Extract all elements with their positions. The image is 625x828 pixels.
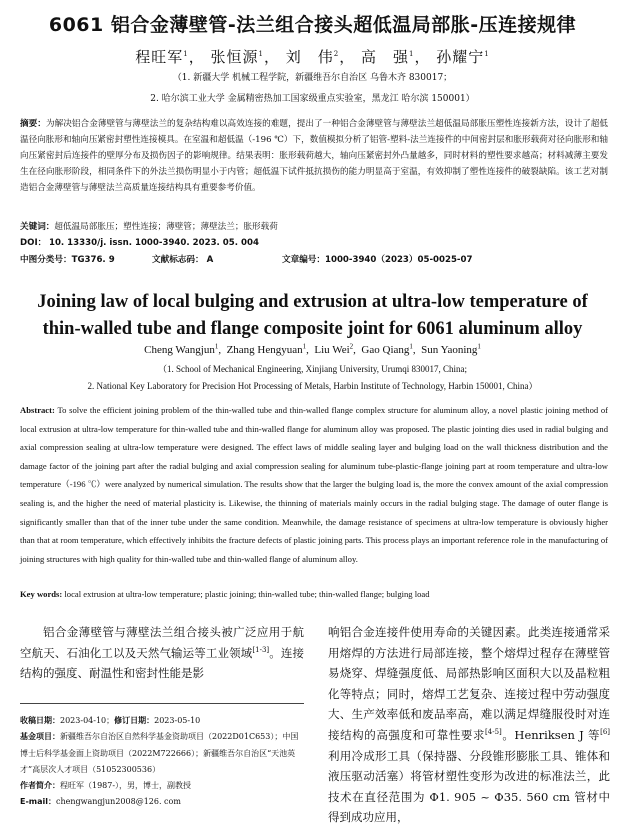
keywords-label: 关键词：	[20, 222, 55, 232]
citation: [4-5]	[485, 728, 502, 737]
revised-label: 修订日期：	[114, 716, 155, 725]
author-affil-mark: 1	[183, 50, 189, 58]
email-line	[20, 794, 304, 810]
citation: [1-3]	[252, 645, 270, 654]
body-text: 响铝合金连接件使用寿命的关键因素。此类连接通常采用熔焊的方法进行局部连接，整个熔焊过程存在薄壁管易烧穿、焊缝强度低、局部热影响区面积大以及晶粒粗化等特点；同时，熔焊工艺复杂、连接过程中劳动强度大、生产效率低和废品率高，难以满足焊缝服役时对连接结构的高强度和可靠性要求	[328, 625, 610, 742]
author-affil-mark: 1	[302, 342, 307, 351]
chinese-affiliation-1: （1. 新疆大学 机械工程学院，新疆维吾尔自治区 乌鲁木齐 830017；	[172, 73, 453, 83]
author-bio-line	[20, 778, 304, 794]
abstract-label: Abstract:	[20, 405, 55, 415]
author-name: 张恒源	[210, 48, 259, 66]
english-abstract	[20, 401, 608, 568]
author-affil-mark: 1	[258, 50, 264, 58]
author-affil-mark: 1	[214, 342, 219, 351]
doi-label: DOI：	[20, 238, 47, 248]
chinese-abstract	[20, 116, 608, 196]
author-name: 高 强	[361, 48, 410, 66]
email-label: E-mail：	[20, 797, 57, 807]
author-name: 刘 伟	[285, 48, 334, 66]
chinese-title: 6061 铝合金薄壁管-法兰组合接头超低温局部胀-压连接规律	[48, 14, 577, 36]
english-keywords	[20, 589, 608, 599]
doi-line	[20, 236, 259, 248]
fund-line	[20, 729, 304, 778]
abstract-text: 为解决铝合金薄壁管与薄壁法兰的复杂结构难以高效连接的难题，提出了一种铝合金薄壁管与薄壁法兰超低温局部胀压塑性连接新方法，设计了超低温径向胀形和轴向压紧密封塑性连接模具。在室温和超低温（-196 ℃）下，数值模拟分析了铝管-塑料-法兰连接件的中间密封层和胀形载荷对径向胀形和轴向压紧密封后连接件的壁厚分布及损伤因子的影响规律。结果表明：胀形载荷越大，轴向压紧密封外凸量越多，同时材料的塑性要求越高；材料减薄主要发生在径向胀形阶段，相同条件下的外法兰损伤明显小于内管；超低温下试件抵抗损伤的能力明显高于室温，有效抑制了塑性连接件的破裂缺陷。该工艺对制造铝合金薄壁管与薄壁法兰高质量连接结构具有重要参考价值。	[20, 119, 608, 193]
keywords-text: 超低温局部胀压；塑性连接；薄壁管；薄壁法兰；胀形载荷	[54, 222, 278, 232]
citation: [6]	[600, 728, 611, 737]
author-name: 程旺军	[135, 48, 184, 66]
keywords-text: local extrusion at ultra-low temperature; plastic joining; thin-walled tube; thin-walled flange; bulging load	[64, 589, 430, 599]
abstract-text: To solve the efficient joining problem of the thin-walled tube and thin-walled flange complex structure for aluminum alloy, a novel plastic joining method of local extrusion at ultra-low temperature for thin-walled tube and thin-walled flange for aluminum alloy was proposed. The plastic jointing dies used in radial bulging and axial compression sealing at ultra-low temperature were designed. The effect laws of middle sealing layer and bulging load on the wall thickness distribution and the damage factor of the joining part after the radial bulging and axial compression sealing for aluminum tube-plastic-flange joining part at room temperature and ultra-low temperature（-196 ℃）were analyzed by numerical simulation. The results show that the larger the bulging load is, the more the convex amount of the axial compression sealing is, and the higher the need of material plasticity is. Likewise, the thinning of materials mainly occurs in the radial bulging stage. The damage of outer flange is significantly smaller than that of the inner tube under the same condition. Meanwhile, the damage resistance of specimens at ultra-low temperature is obviously higher than that at room temperature, which effectively inhibits the fracture defects of plastic joining parts. This process plays an important reference role in the manufacturing of joining structures with high quality for thin-walled tube and thin-walled flange of aluminum alloy.	[20, 405, 608, 564]
english-title: Joining law of local bulging and extrusion at ultra-low temperature of thin-walled tube and flange composite joint for 6061 aluminum alloy	[37, 292, 588, 339]
dates-line	[20, 713, 304, 729]
body-text: 利用冷成形工具（保持器、分段锥形膨胀工具、锥体和液压驱动活塞）将管材塑性变形为改进的标准法兰，此技术在直径范围为 Φ1. 905 ~ Φ35. 560 cm 管材中得到成功应用，	[328, 748, 610, 825]
chinese-affiliation-2: 2. 哈尔滨工业大学 金属精密热加工国家级重点实验室，黑龙江 哈尔滨 150001）	[150, 94, 475, 104]
author-bio-text: 程旺军（1987-），男，博士，副教授	[60, 781, 192, 791]
body-text: 铝合金薄壁管与薄壁法兰组合接头被广泛应用于航空航天、石油化工以及天然气输运等工业领域	[20, 625, 304, 660]
chinese-authors: 程旺军$^1$， 张恒源$^1$， 刘 伟$^2$， 高 强$^1$， 孙耀宁$^1$	[135, 48, 490, 66]
chinese-keywords	[20, 220, 278, 232]
clc-number: 中图分类号：TG376. 9	[20, 255, 115, 265]
author-affil-mark: 1	[409, 342, 413, 351]
body-right-column	[328, 622, 610, 828]
author-name: 孙耀宁	[436, 48, 485, 66]
author-name: Sun Yaoning	[421, 344, 478, 356]
fund-label: 基金项目：	[20, 732, 60, 742]
author-bio-label: 作者简介：	[20, 781, 60, 791]
author-affil-mark: 1	[484, 50, 490, 58]
received-date: 2023-04-10；	[60, 716, 115, 725]
author-name: Liu Wei	[314, 344, 350, 356]
english-affiliation-2: 2. National Key Laboratory for Precision Hot Processing of Metals, Harbin Institute of Technology, Harbin 150001, China）	[87, 381, 538, 391]
keywords-label: Key words:	[20, 589, 63, 599]
email-address: chengwangjun2008@126. com	[56, 797, 181, 807]
author-affil-mark: 1	[409, 50, 415, 58]
footnote-divider	[20, 703, 304, 704]
fund-text: 新疆维吾尔自治区自然科学基金资助项目（2022D01C653）；中国博士后科学基金面上资助项目（2022M722666）；新疆维吾尔自治区“天池英才”高层次人才项目（51052300536）	[20, 732, 299, 774]
author-affil-mark: 1	[477, 342, 481, 351]
body-text: 。Henriksen J 等	[501, 727, 601, 742]
footnotes	[20, 713, 304, 811]
doi-value: 10. 13330/j. issn. 1000-3940. 2023. 05. 004	[48, 238, 259, 248]
author-name: Cheng Wangjun	[144, 344, 215, 356]
received-label: 收稿日期：	[20, 716, 60, 725]
author-affil-mark: 2	[349, 342, 354, 351]
body-left-column	[20, 622, 304, 684]
article-number: 文章编号：1000-3940（2023）05-0025-07	[282, 255, 473, 265]
author-affil-mark: 2	[333, 50, 340, 58]
body-text: 。连接结构的强度、耐温性和密封性能是影	[20, 645, 305, 681]
author-name: Gao Qiang	[361, 344, 410, 356]
document-code: 文献标志码： A	[152, 255, 214, 265]
english-affiliation-1: （1. School of Mechanical Engineering, Xinjiang University, Urumqi 830017, China;	[157, 364, 468, 374]
revised-date: 2023-05-10	[154, 716, 201, 725]
abstract-label: 摘要：	[20, 119, 46, 129]
author-name: Zhang Hengyuan	[226, 344, 303, 356]
english-authors: Cheng Wangjun$^1$, Zhang Hengyuan$^1$, Liu Wei$^2$, Gao Qiang$^1$, Sun Yaoning$^1$	[144, 342, 481, 356]
